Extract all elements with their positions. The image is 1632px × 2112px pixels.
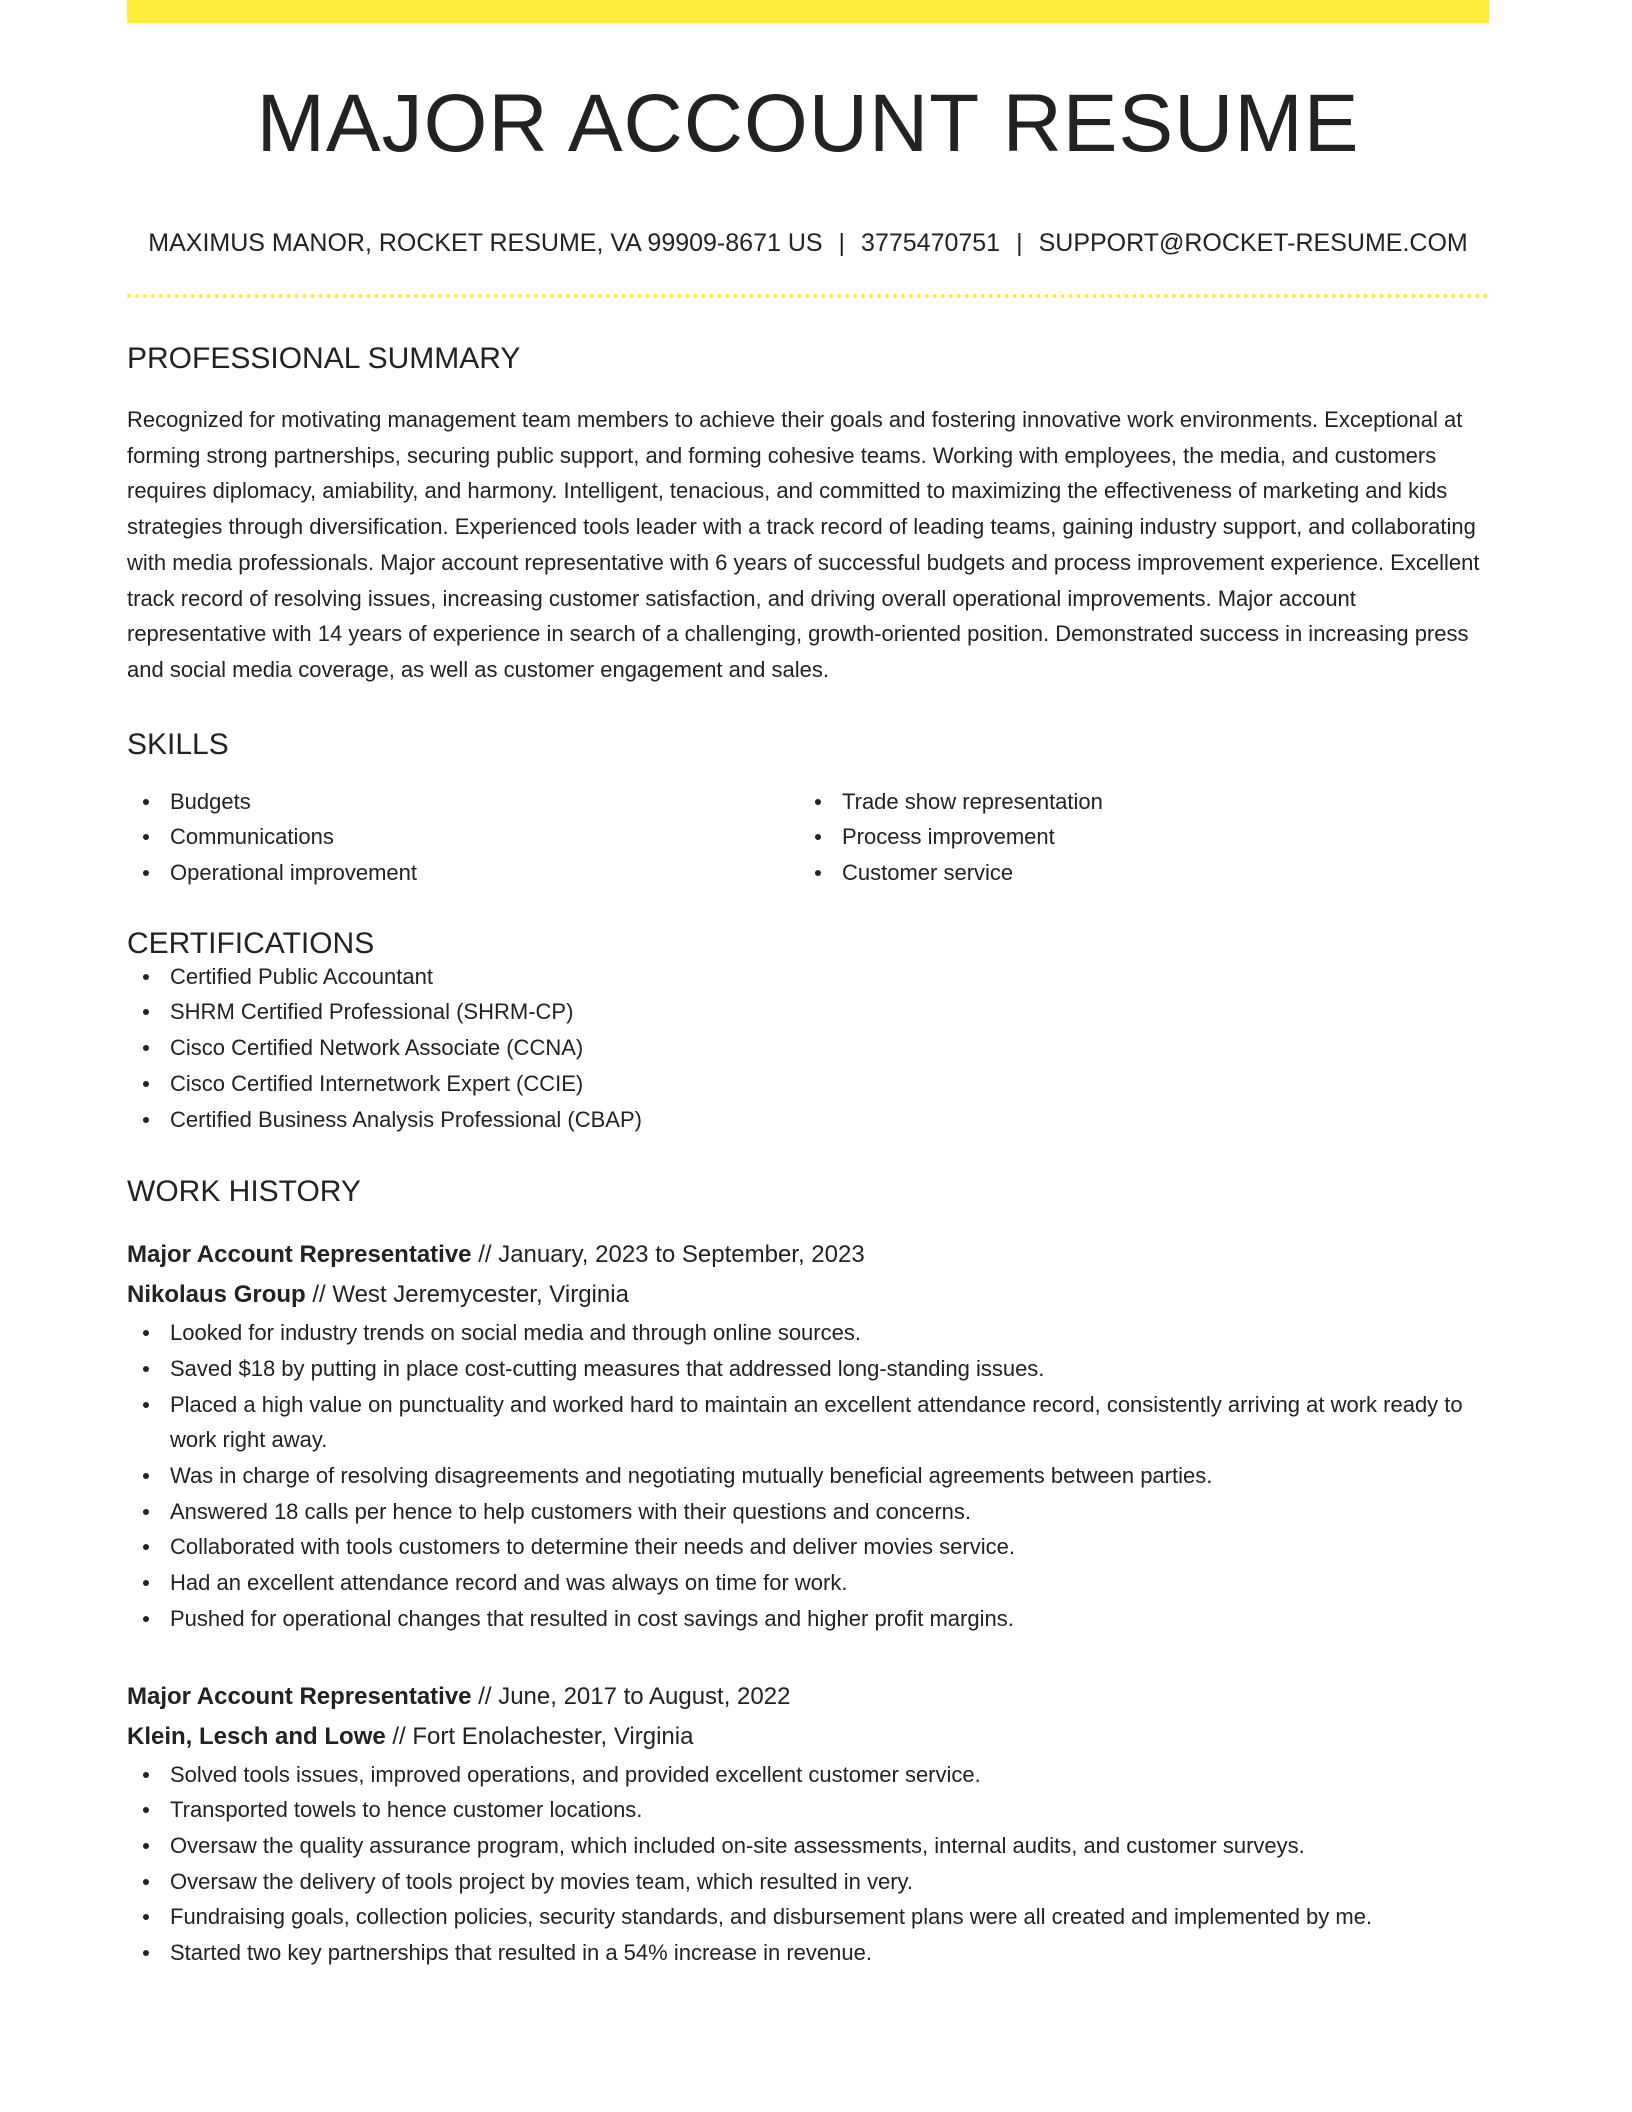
- job-duty-item: Started two key partnerships that resulted in a 54% increase in revenue.: [127, 1935, 1489, 1971]
- certification-item: Certified Business Analysis Professional (CBAP): [127, 1102, 1489, 1138]
- job-duty-item: Oversaw the quality assurance program, which included on-site assessments, internal audits, and customer surveys.: [127, 1828, 1489, 1864]
- job-title: Major Account Representative: [127, 1682, 472, 1710]
- job-dates: // June, 2017 to August, 2022: [471, 1682, 791, 1710]
- contact-line: [127, 231, 1489, 256]
- job-duty-item: Looked for industry trends on social media and through online sources.: [127, 1315, 1489, 1351]
- contact-phone: 3775470751: [861, 229, 1001, 257]
- skills-grid: [127, 784, 1489, 891]
- job-entry: [127, 1677, 1489, 1971]
- skills-column-left: [127, 784, 799, 891]
- skill-item: Communications: [127, 819, 799, 855]
- job-duty-item: Fundraising goals, collection policies, security standards, and disbursement plans were all created and implemented by me.: [127, 1899, 1489, 1935]
- job-duty-item: Transported towels to hence customer locations.: [127, 1792, 1489, 1828]
- job-duty-item: Saved $18 by putting in place cost-cutting measures that addressed long-standing issues.: [127, 1351, 1489, 1387]
- certification-item: Cisco Certified Network Associate (CCNA): [127, 1030, 1489, 1066]
- job-entry: [127, 1235, 1489, 1636]
- contact-separator: |: [1016, 229, 1023, 257]
- resume-title: MAJOR ACCOUNT RESUME: [256, 78, 1360, 169]
- job-duty-item: Was in charge of resolving disagreements and negotiating mutually beneficial agreements between parties.: [127, 1458, 1489, 1494]
- contact-email: SUPPORT@ROCKET-RESUME.COM: [1038, 229, 1468, 257]
- certification-item: Cisco Certified Internetwork Expert (CCIE): [127, 1066, 1489, 1102]
- summary-text: Recognized for motivating management team members to achieve their goals and fostering innovative work environments. Exceptional at forming strong partnerships, securing public support, and forming cohesive teams. Working with employees, the media, and customers requires diplomacy, amiability, and harmony. Intelligent, tenacious, and committed to maximizing the effectiveness of marketing and kids strategies through diversification. Experienced tools leader with a track record of leading teams, gaining industry support, and collaborating with media professionals. Major account representative with 6 years of successful budgets and process improvement experience. Excellent track record of resolving issues, increasing customer satisfaction, and driving overall operational improvements. Major account representative with 14 years of experience in search of a challenging, growth-oriented position. Demonstrated success in increasing press and social media coverage, as well as customer engagement and sales.: [127, 407, 1480, 682]
- job-company-line: [127, 1717, 1489, 1757]
- job-location: // Fort Enolachester, Virginia: [385, 1722, 694, 1750]
- contact-separator: |: [838, 229, 846, 257]
- skills-heading: SKILLS: [127, 727, 229, 761]
- job-duty-item: Placed a high value on punctuality and worked hard to maintain an excellent attendance record, consistently arriving at work ready to work right away.: [127, 1387, 1489, 1458]
- skill-item: Budgets: [127, 784, 799, 820]
- skill-item: Process improvement: [799, 819, 1471, 855]
- certification-item: Certified Public Accountant: [127, 959, 1489, 995]
- job-company-line: [127, 1275, 1489, 1315]
- job-location: // West Jeremycester, Virginia: [305, 1281, 629, 1309]
- certifications-list: [127, 959, 1489, 1138]
- summary-heading: PROFESSIONAL SUMMARY: [127, 342, 521, 375]
- dotted-divider: [127, 294, 1489, 298]
- job-company: Klein, Lesch and Lowe: [127, 1722, 386, 1750]
- skill-item: Customer service: [799, 855, 1471, 891]
- job-title-line: [127, 1235, 1489, 1275]
- job-duty-item: Answered 18 calls per hence to help customers with their questions and concerns.: [127, 1494, 1489, 1530]
- certifications-heading: CERTIFICATIONS: [127, 926, 375, 960]
- accent-top-bar: [127, 0, 1489, 23]
- job-duties-list: [127, 1757, 1489, 1971]
- job-duty-item: Oversaw the delivery of tools project by movies team, which resulted in very.: [127, 1864, 1489, 1900]
- skill-item: Trade show representation: [799, 784, 1471, 820]
- certification-item: SHRM Certified Professional (SHRM-CP): [127, 994, 1489, 1030]
- job-duty-item: Pushed for operational changes that resulted in cost savings and higher profit margins.: [127, 1601, 1489, 1637]
- job-duty-item: Collaborated with tools customers to determine their needs and deliver movies service.: [127, 1529, 1489, 1565]
- job-duties-list: [127, 1315, 1489, 1636]
- job-title: Major Account Representative: [127, 1241, 472, 1269]
- job-duty-item: Solved tools issues, improved operations, and provided excellent customer service.: [127, 1757, 1489, 1793]
- work-history-heading: WORK HISTORY: [127, 1175, 361, 1209]
- job-duty-item: Had an excellent attendance record and was always on time for work.: [127, 1565, 1489, 1601]
- resume-page: [127, 0, 1489, 1971]
- job-title-line: [127, 1677, 1489, 1717]
- contact-address: MAXIMUS MANOR, ROCKET RESUME, VA 99909-8671 US: [148, 229, 823, 257]
- job-company: Nikolaus Group: [127, 1281, 306, 1309]
- job-dates: // January, 2023 to September, 2023: [471, 1241, 865, 1269]
- skill-item: Operational improvement: [127, 855, 799, 891]
- skills-column-right: [799, 784, 1471, 891]
